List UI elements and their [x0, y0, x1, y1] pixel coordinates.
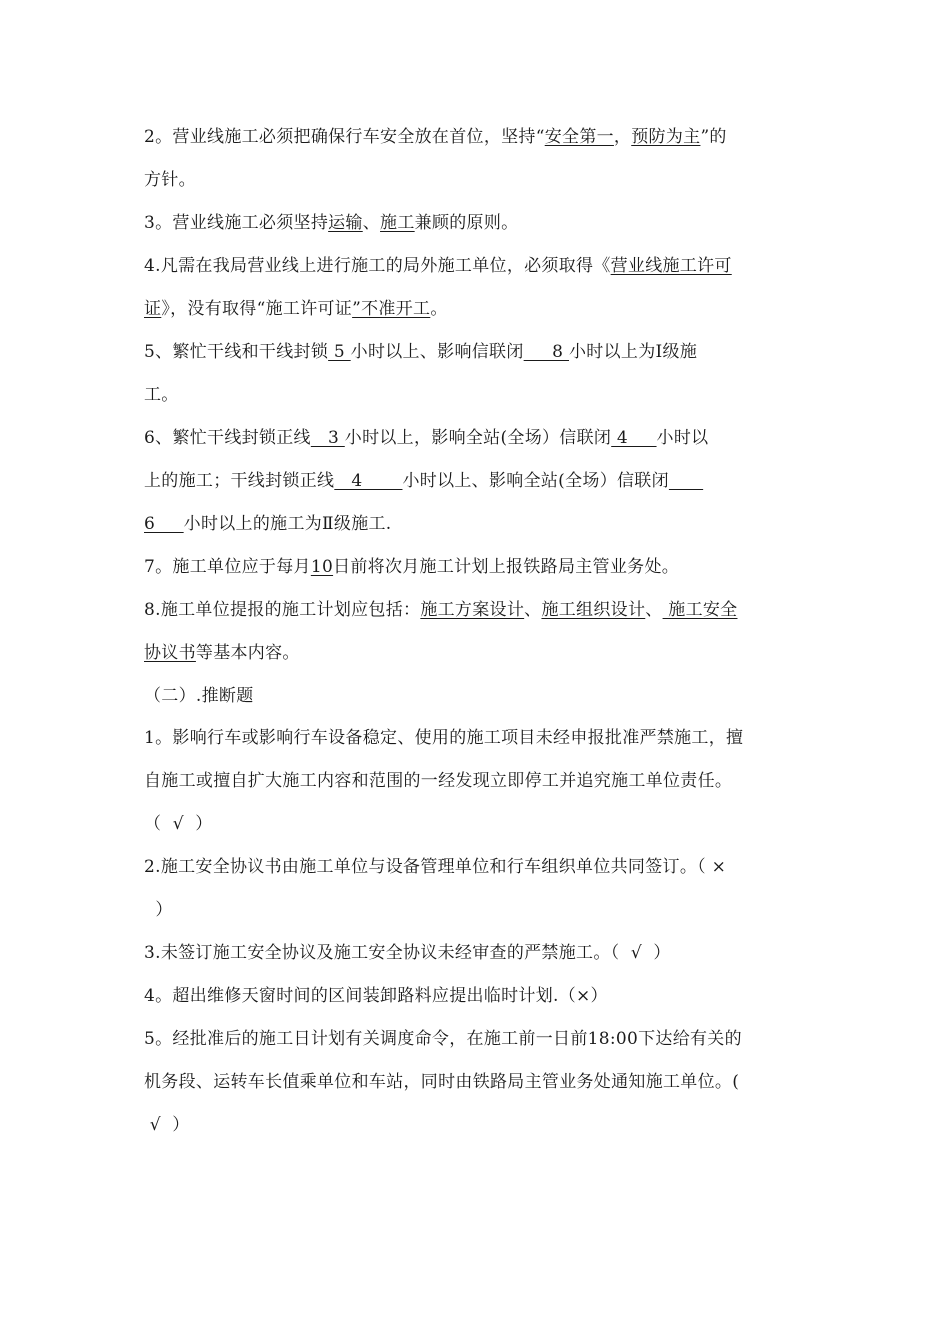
- question-2-answer-1: 安全第一: [544, 127, 614, 147]
- question-2-line-2: [144, 159, 808, 202]
- judgment-5-answer: √ ）: [144, 1115, 190, 1135]
- question-6-line-1: [144, 417, 808, 460]
- question-6-answer-1: 3: [310, 428, 345, 448]
- judgment-3: 3.未签订施工安全协议及施工安全协议未经审查的严禁施工。（ √ ）: [144, 943, 671, 963]
- question-6-text-2: 上的施工；干线封锁正线: [144, 471, 335, 491]
- question-8-answer-3-cont: 协议书: [144, 643, 196, 663]
- question-6-line-2: [144, 460, 808, 503]
- question-7-text-end: 日前将次月施工计划上报铁路局主管业务处。: [333, 557, 680, 577]
- question-5-text-mid: 小时以上、影响信联闭: [350, 342, 524, 362]
- question-2-text: 2。营业线施工必须把确保行车安全放在首位，坚持“: [144, 127, 545, 147]
- question-6-line-3: [144, 503, 808, 546]
- question-4-answer-1-cont: 证: [144, 299, 162, 319]
- question-7-text: 7。施工单位应于每月: [144, 557, 311, 577]
- question-8-text-end: 等基本内容。: [195, 643, 300, 663]
- question-6-answer-4-cont: 6: [144, 514, 184, 534]
- judgment-1-answer: （ √ ）: [144, 814, 213, 834]
- question-3-answer-2: 施工: [380, 213, 415, 233]
- judgment-5-line-1: 5。经批准后的施工日计划有关调度命令，在施工前一日前18:00下达给有关的: [144, 1029, 742, 1049]
- question-3: [144, 202, 808, 245]
- question-3-answer-1: 运输: [328, 213, 363, 233]
- question-4-text-end: 。: [430, 299, 448, 319]
- question-3-text: 3。营业线施工必须坚持: [144, 213, 329, 233]
- question-6-text-end: 小时以: [656, 428, 709, 448]
- question-5-continuation: 工。: [144, 385, 179, 405]
- section-title: （二）.推断题: [144, 686, 254, 706]
- question-8-text: 8.施工单位提报的施工计划应包括：: [144, 600, 421, 620]
- judgment-2-line-2: ）: [144, 900, 173, 920]
- question-7-answer: 10: [310, 557, 334, 577]
- question-8-answer-1: 施工方案设计: [420, 600, 525, 620]
- question-6-answer-2: 4: [611, 428, 657, 448]
- question-2-text-end: ”的: [700, 127, 727, 147]
- question-6-answer-4: [669, 471, 703, 491]
- question-4-text-mid: 》，没有取得“施工许可证: [161, 299, 353, 319]
- question-6-text: 6、繁忙干线封锁正线: [144, 428, 311, 448]
- question-6-text-mid: 小时以上，影响全站(全场）信联闭: [344, 428, 612, 448]
- question-4-line-1: [144, 245, 808, 288]
- question-8-line-2: [144, 632, 808, 675]
- question-8-answer-3: 施工安全: [662, 600, 738, 620]
- question-5-answer-1: 5: [328, 342, 351, 362]
- question-4-line-2: [144, 288, 808, 331]
- judgment-2-line-1: 2.施工安全协议书由施工单位与设备管理单位和行车组织单位共同签订。（ ×: [144, 857, 727, 877]
- question-7: [144, 546, 808, 589]
- judgment-4: 4。超出维修天窗时间的区间装卸路料应提出临时计划.（×）: [144, 986, 608, 1006]
- judgment-5-line-2: 机务段、运转车长值乘单位和车站，同时由铁路局主管业务处通知施工单位。(: [144, 1072, 740, 1092]
- judgment-1-line-2: 自施工或擅自扩大施工内容和范围的一经发现立即停工并追究施工单位责任。: [144, 771, 733, 791]
- question-5-text: 5、繁忙干线和干线封锁: [144, 342, 329, 362]
- question-6-answer-3: 4: [334, 471, 403, 491]
- question-4-answer-1: 营业线施工许可: [610, 256, 732, 276]
- question-5-answer-2: 8: [523, 342, 569, 362]
- question-8-line-1: [144, 589, 808, 632]
- question-6-text-end: 小时以上的施工为Ⅱ级施工.: [183, 514, 392, 534]
- question-2-continuation: 方针。: [144, 170, 196, 190]
- question-4-answer-2: ”不准开工: [352, 299, 431, 319]
- question-8-separator-2: 、: [645, 600, 663, 620]
- document-body: [144, 116, 808, 1147]
- question-5-line-1: [144, 331, 808, 374]
- question-6-text-3: 小时以上、影响全站(全场）信联闭: [402, 471, 669, 491]
- question-3-separator: 、: [362, 213, 381, 233]
- judgment-1-line-1: 1。影响行车或影响行车设备稳定、使用的施工项目未经申报批准严禁施工，擅: [144, 728, 744, 748]
- question-5-text-end: 小时以上为Ⅰ级施: [569, 342, 698, 362]
- question-3-text-end: 兼顾的原则。: [414, 213, 519, 233]
- question-8-separator-1: 、: [524, 600, 542, 620]
- question-2-answer-2: 预防为主: [631, 127, 701, 147]
- question-4-text: 4.凡需在我局营业线上进行施工的局外施工单位，必须取得《: [144, 256, 611, 276]
- question-2-line-1: [144, 116, 808, 159]
- question-8-answer-2: 施工组织设计: [541, 600, 646, 620]
- question-5-line-2: [144, 374, 808, 417]
- question-2-comma: ，: [613, 127, 632, 147]
